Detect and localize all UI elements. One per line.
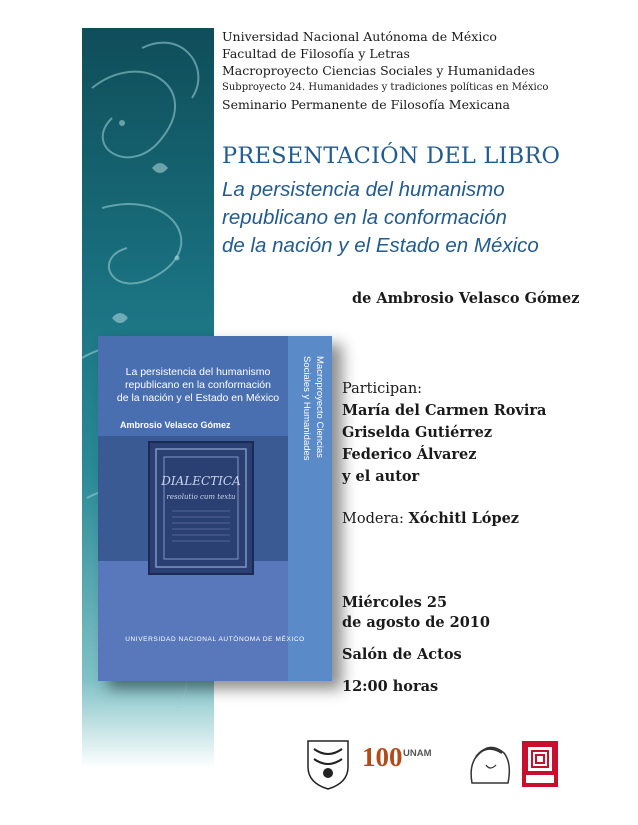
cover-title-line1: La persistencia del humanismo — [125, 366, 271, 378]
book-author: de Ambrosio Velasco Gómez — [352, 290, 580, 307]
centenary-text: UNAM — [403, 748, 432, 759]
philosophy-faculty-emblem-icon — [471, 747, 509, 783]
book-title-line2: republicano en la conformación — [222, 206, 507, 229]
moderator-name: Xóchitl López — [408, 510, 520, 527]
event-day: Miércoles 25 — [342, 594, 448, 611]
event-place: Salón de Actos — [342, 646, 462, 663]
header-seminar: Seminario Permanente de Filosofía Mexicana — [222, 97, 510, 112]
book-title-line1: La persistencia del humanismo — [222, 178, 505, 201]
participant-name: y el autor — [342, 468, 420, 485]
plate-title: DIALECTICA — [161, 474, 241, 488]
book-title — [222, 176, 632, 260]
moderator-line — [342, 510, 519, 527]
institution-header — [222, 28, 622, 113]
cover-engraving — [148, 441, 254, 575]
header-macroproject: Macroproyecto Ciencias Sociales y Humanidades — [222, 63, 536, 78]
logos-strip — [300, 735, 620, 790]
cover-series: Macroproyecto Ciencias Sociales y Humanidades — [301, 356, 325, 461]
event-details — [342, 593, 622, 697]
book-cover-image — [98, 336, 332, 681]
header-subproject: Subproyecto 24. Humanidades y tradiciones políticas en México — [222, 82, 549, 93]
cover-university: UNIVERSIDAD NACIONAL AUTÓNOMA DE MÉXICO — [125, 636, 305, 643]
plate-subtitle: resolutio cum textu — [166, 493, 236, 501]
unam-shield-icon — [308, 741, 348, 789]
cover-title-line3: de la nación y el Estado en México — [116, 392, 280, 404]
sponsor-logos — [300, 735, 620, 790]
participant-name: Griselda Gutiérrez — [342, 424, 493, 441]
engraving-frame-icon — [150, 443, 252, 573]
centenary-number: 100 — [362, 742, 403, 772]
header-university: Universidad Nacional Autónoma de México — [222, 29, 497, 44]
moderator-label: Modera: — [342, 511, 404, 527]
event-time: 12:00 horas — [342, 678, 439, 695]
participants-label: Participan: — [342, 381, 423, 397]
book-title-line3: de la nación y el Estado en México — [222, 234, 539, 257]
presentation-heading: PRESENTACIÓN DEL LIBRO — [222, 143, 561, 169]
participant-name: Federico Álvarez — [342, 446, 477, 463]
cover-title-line2: republicano en la conformación — [125, 379, 271, 391]
header-faculty: Facultad de Filosofía y Letras — [222, 46, 410, 61]
cover-title — [110, 366, 286, 405]
seminar-logo-icon — [522, 741, 558, 787]
event-date: de agosto de 2010 — [342, 614, 490, 631]
cover-author: Ambrosio Velasco Gómez — [120, 420, 231, 430]
participants-block — [342, 378, 622, 488]
participant-name: María del Carmen Rovira — [342, 402, 547, 419]
